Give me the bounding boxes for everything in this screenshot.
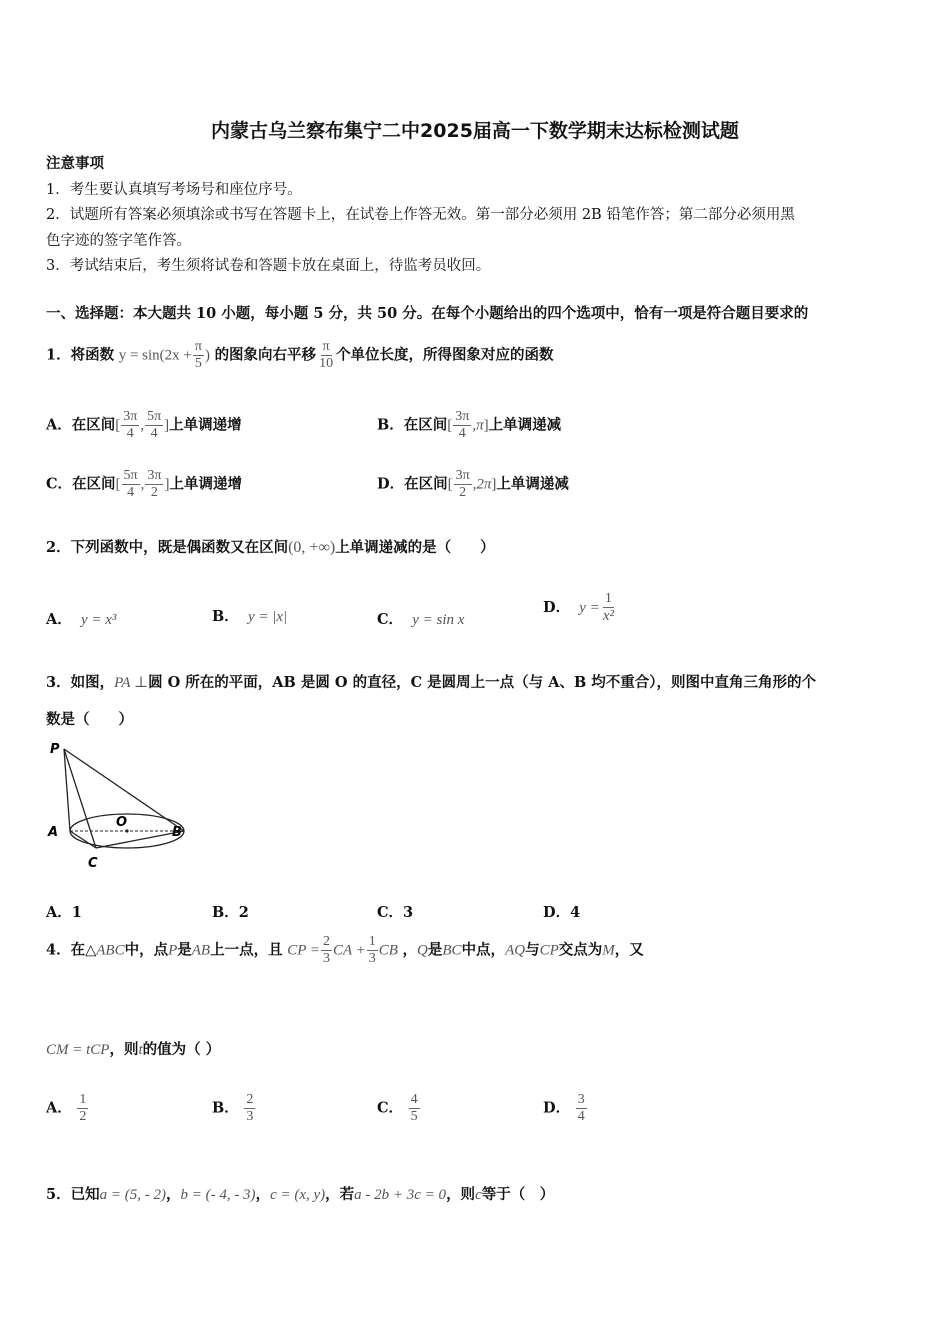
question-2-stem: 2．下列函数中，既是偶函数又在区间(0, +∞)上单调递减的是（ ） [46,539,495,556]
q3-option-d[interactable]: D．4 [543,904,581,921]
notice-item-1: 1．考生要认真填写考场号和座位序号。 [46,182,302,198]
section-heading: 一、选择题：本大题共 10 小题，每小题 5 分，共 50 分。在每个小题给出的四个选项中，恰有一项是符合题目要求的 [46,305,809,322]
question-3-stem-cont: 数是（ ） [46,711,133,728]
question-5-stem: 5．已知a = (5, - 2)，b = (- 4, - 3)，c = (x, y)，若a - 2b + 3c = 0，则c等于（ ） [46,1186,555,1203]
label-p: P [50,742,60,757]
q4-option-a[interactable]: A． $\frac{1}{2}$ [46,1092,87,1124]
q4-option-b[interactable]: B． $\frac{2}{3}$ [212,1092,254,1124]
q3-option-a[interactable]: A．1 [46,904,82,921]
question-4-stem-cont: CM = tCP，则t的值为（ ） [46,1041,221,1058]
label-b: B [172,825,182,840]
q2-option-c[interactable]: C． y = sin x [377,611,465,628]
page-title: 内蒙古乌兰察布集宁二中2025届高一下数学期末达标检测试题 [211,120,739,142]
notice-item-3: 3．考试结束后，考生须将试卷和答题卡放在桌面上，待监考员收回。 [46,258,491,274]
label-c: C [88,856,98,871]
question-4-stem: 4．在△ABC中，点P是AB上一点，且 CP = $\frac{2}{3}$ CA + $\frac{1}{3}$ CB ，Q是BC中点，AQ与CP交点为M，又 [46,934,644,966]
notice-item-2-cont: 色字迹的签字笔作答。 [46,233,191,249]
q2-option-b[interactable]: B． y = |x| [212,608,288,625]
question-1-stem: 1．将函数 y = sin(2x + $\frac{\pi}{5}$ ) 的图象向右平移 $\frac{\pi}{10}$ 个单位长度，所得图象对应的函数 [46,339,554,371]
q2-option-a[interactable]: A． y = x³ [46,611,117,628]
q2-option-d[interactable]: D． y = $\frac{1}{\text{x²}}$ [543,591,614,624]
q1-option-d[interactable]: D．在区间[ $\frac{3\pi}{2}$ ,2π]上单调递减 [377,468,569,500]
notice-item-2: 2．试题所有答案必须填涂或书写在答题卡上，在试卷上作答无效。第一部分必须用 2B 铅笔作答；第二部分必须用黑 [46,207,795,223]
q3-option-b[interactable]: B．2 [212,904,249,921]
q1-option-c[interactable]: C．在区间[ $\frac{5\pi}{4}$ , $\frac{3\pi}{2}$ ]上单调递增 [46,468,242,500]
q1-option-b[interactable]: B．在区间[ $\frac{3\pi}{4}$ ,π]上单调递减 [377,409,562,441]
label-a: A [48,825,59,840]
question-3-stem: 3．如图，PA ⊥圆 O 所在的平面，AB 是圆 O 的直径，C 是圆周上一点（与 A、B 均不重合），则图中直角三角形的个 [46,674,817,691]
q3-option-c[interactable]: C．3 [377,904,414,921]
q4-option-d[interactable]: D． $\frac{3}{4}$ [543,1092,585,1124]
notice-heading: 注意事项 [46,155,104,172]
q4-option-c[interactable]: C． $\frac{4}{5}$ [377,1092,418,1124]
q1-option-a[interactable]: A．在区间[ $\frac{3\pi}{4}$ , $\frac{5\pi}{4}$ ]上单调递增 [46,409,242,441]
label-o: O [116,815,128,830]
cone-figure [44,740,194,875]
